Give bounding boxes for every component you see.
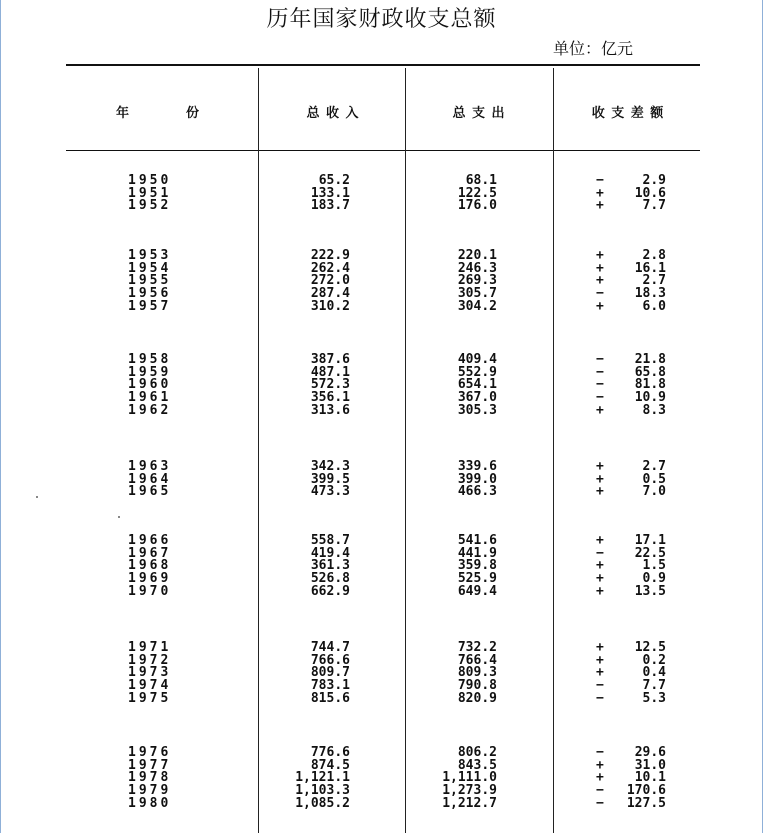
income-cell: 313.6 [310, 402, 350, 418]
balance-value-cell: 127.5 [626, 795, 666, 811]
year-cell: 1977 [128, 757, 172, 773]
year-cell: 1962 [128, 402, 172, 418]
balance-sign-cell: + [596, 757, 604, 773]
income-cell: 783.1 [310, 678, 350, 694]
income-cell: 287.4 [310, 286, 350, 302]
expenditure-cell: 304.2 [457, 298, 497, 314]
income-cell: 874.5 [310, 757, 350, 773]
year-cell: 1955 [128, 273, 172, 289]
balance-value-cell: 170.6 [626, 783, 666, 799]
balance-sign-cell: − [596, 690, 604, 706]
balance-sign-cell: + [596, 402, 604, 418]
balance-sign-cell: − [596, 545, 604, 561]
header-expenditure: 总 支 出 [452, 106, 506, 121]
income-cell: 1,085.2 [295, 795, 350, 811]
balance-sign-cell: − [596, 352, 604, 367]
expenditure-cell: 367.0 [457, 390, 497, 406]
income-cell: 361.3 [310, 558, 350, 574]
balance-sign-cell: + [596, 558, 604, 574]
year-cell: 1957 [128, 298, 172, 314]
income-cell: 65.2 [318, 173, 350, 188]
income-cell: 356.1 [310, 390, 350, 406]
expenditure-cell: 790.8 [457, 678, 497, 694]
header-income: 总 收 入 [306, 106, 360, 121]
year-cell: 1973 [128, 665, 172, 681]
balance-sign-cell: − [596, 364, 604, 380]
income-cell: 487.1 [310, 364, 350, 380]
expenditure-cell: 806.2 [457, 745, 497, 760]
header-year-a: 年 [116, 106, 131, 121]
income-cell: 183.7 [310, 198, 350, 214]
year-cell: 1964 [128, 471, 172, 487]
balance-sign-cell: + [596, 198, 604, 214]
balance-value-cell: 7.0 [642, 484, 666, 500]
expenditure-cell: 1,111.0 [442, 770, 497, 786]
balance-value-cell: 13.5 [634, 583, 666, 599]
expenditure-cell: 122.5 [457, 185, 497, 201]
year-cell: 1966 [128, 533, 172, 548]
balance-value-cell: 2.7 [642, 273, 666, 289]
header-balance: 收 支 差 额 [591, 106, 665, 121]
balance-value-cell: 18.3 [634, 286, 666, 302]
expenditure-cell: 466.3 [457, 484, 497, 500]
balance-sign-cell: + [596, 640, 604, 655]
expenditure-cell: 541.6 [457, 533, 497, 548]
year-cell: 1975 [128, 690, 172, 706]
balance-value-cell: 21.8 [634, 352, 666, 367]
balance-value-cell: 5.3 [642, 690, 666, 706]
year-cell: 1968 [128, 558, 172, 574]
balance-sign-cell: + [596, 571, 604, 587]
year-cell: 1965 [128, 484, 172, 500]
income-cell: 526.8 [310, 571, 350, 587]
income-cell: 558.7 [310, 533, 350, 548]
balance-value-cell: 10.1 [634, 770, 666, 786]
expenditure-cell: 269.3 [457, 273, 497, 289]
balance-sign-cell: + [596, 459, 604, 474]
balance-sign-cell: + [596, 533, 604, 548]
year-cell: 1976 [128, 745, 172, 760]
balance-sign-cell: − [596, 795, 604, 811]
balance-sign-cell: − [596, 286, 604, 302]
balance-value-cell: 2.8 [642, 248, 666, 263]
expenditure-cell: 441.9 [457, 545, 497, 561]
expenditure-cell: 732.2 [457, 640, 497, 655]
balance-sign-cell: − [596, 377, 604, 393]
year-cell: 1954 [128, 260, 172, 276]
expenditure-cell: 1,212.7 [442, 795, 497, 811]
balance-sign-cell: − [596, 783, 604, 799]
income-cell: 272.0 [310, 273, 350, 289]
balance-value-cell: 0.5 [642, 471, 666, 487]
table-row [0, 486, 763, 499]
balance-sign-cell: + [596, 248, 604, 263]
expenditure-cell: 399.0 [457, 471, 497, 487]
expenditure-cell: 359.8 [457, 558, 497, 574]
balance-sign-cell: + [596, 770, 604, 786]
income-cell: 809.7 [310, 665, 350, 681]
income-cell: 133.1 [310, 185, 350, 201]
balance-sign-cell: + [596, 298, 604, 314]
balance-value-cell: 12.5 [634, 640, 666, 655]
year-cell: 1958 [128, 352, 172, 367]
balance-value-cell: 0.2 [642, 652, 666, 668]
year-cell: 1953 [128, 248, 172, 263]
balance-sign-cell: + [596, 260, 604, 276]
balance-value-cell: 10.6 [634, 185, 666, 201]
balance-value-cell: 17.1 [634, 533, 666, 548]
year-cell: 1952 [128, 198, 172, 214]
income-cell: 222.9 [310, 248, 350, 263]
balance-sign-cell: + [596, 583, 604, 599]
year-cell: 1960 [128, 377, 172, 393]
table-row [0, 690, 763, 706]
expenditure-cell: 68.1 [465, 173, 497, 188]
income-cell: 399.5 [310, 471, 350, 487]
balance-sign-cell: + [596, 665, 604, 681]
balance-sign-cell: + [596, 484, 604, 500]
income-cell: 342.3 [310, 459, 350, 474]
balance-sign-cell: − [596, 678, 604, 694]
income-cell: 473.3 [310, 484, 350, 500]
balance-sign-cell: − [596, 390, 604, 406]
balance-value-cell: 7.7 [642, 678, 666, 694]
balance-value-cell: 81.8 [634, 377, 666, 393]
year-cell: 1974 [128, 678, 172, 694]
balance-value-cell: 6.0 [642, 298, 666, 314]
expenditure-cell: 820.9 [457, 690, 497, 706]
expenditure-cell: 339.6 [457, 459, 497, 474]
year-cell: 1971 [128, 640, 172, 655]
header-year-b: 份 [186, 106, 201, 121]
income-cell: 776.6 [310, 745, 350, 760]
balance-value-cell: 2.9 [642, 173, 666, 188]
balance-value-cell: 1.5 [642, 558, 666, 574]
expenditure-cell: 809.3 [457, 665, 497, 681]
expenditure-cell: 246.3 [457, 260, 497, 276]
year-cell: 1950 [128, 173, 172, 188]
scan-speck [36, 496, 38, 498]
year-cell: 1979 [128, 783, 172, 799]
year-cell: 1961 [128, 390, 172, 406]
expenditure-cell: 525.9 [457, 571, 497, 587]
unit-label: 单位：亿元 [553, 39, 634, 58]
income-cell: 387.6 [310, 352, 350, 367]
table-row [0, 402, 763, 418]
year-cell: 1967 [128, 545, 172, 561]
balance-sign-cell: + [596, 471, 604, 487]
year-cell: 1969 [128, 571, 172, 587]
year-cell: 1951 [128, 185, 172, 201]
table-row [0, 298, 763, 314]
table-row [0, 583, 763, 599]
balance-value-cell: 0.9 [642, 571, 666, 587]
balance-value-cell: 10.9 [634, 390, 666, 406]
balance-value-cell: 8.3 [642, 402, 666, 418]
income-cell: 766.6 [310, 652, 350, 668]
balance-sign-cell: + [596, 185, 604, 201]
balance-value-cell: 29.6 [634, 745, 666, 760]
expenditure-cell: 552.9 [457, 364, 497, 380]
balance-value-cell: 7.7 [642, 198, 666, 214]
year-cell: 1972 [128, 652, 172, 668]
table-row [0, 795, 763, 811]
balance-value-cell: 65.8 [634, 364, 666, 380]
income-cell: 262.4 [310, 260, 350, 276]
balance-value-cell: 0.4 [642, 665, 666, 681]
income-cell: 815.6 [310, 690, 350, 706]
year-cell: 1963 [128, 459, 172, 474]
expenditure-cell: 1,273.9 [442, 783, 497, 799]
expenditure-cell: 176.0 [457, 198, 497, 214]
table-row [0, 200, 763, 213]
balance-value-cell: 31.0 [634, 757, 666, 773]
expenditure-cell: 305.3 [457, 402, 497, 418]
income-cell: 662.9 [310, 583, 350, 599]
income-cell: 419.4 [310, 545, 350, 561]
balance-sign-cell: − [596, 745, 604, 760]
year-cell: 1956 [128, 286, 172, 302]
expenditure-cell: 649.4 [457, 583, 497, 599]
balance-sign-cell: − [596, 173, 604, 188]
income-cell: 1,103.3 [295, 783, 350, 799]
expenditure-cell: 766.4 [457, 652, 497, 668]
page-title: 历年国家财政收支总额 [266, 7, 497, 32]
balance-sign-cell: + [596, 652, 604, 668]
income-cell: 572.3 [310, 377, 350, 393]
scan-speck [118, 516, 120, 518]
expenditure-cell: 305.7 [457, 286, 497, 302]
balance-value-cell: 16.1 [634, 260, 666, 276]
year-cell: 1970 [128, 583, 172, 599]
expenditure-cell: 220.1 [457, 248, 497, 263]
expenditure-cell: 409.4 [457, 352, 497, 367]
income-cell: 310.2 [310, 298, 350, 314]
year-cell: 1980 [128, 795, 172, 811]
expenditure-cell: 654.1 [457, 377, 497, 393]
income-cell: 744.7 [310, 640, 350, 655]
expenditure-cell: 843.5 [457, 757, 497, 773]
balance-sign-cell: + [596, 273, 604, 289]
income-cell: 1,121.1 [295, 770, 350, 786]
year-cell: 1959 [128, 364, 172, 380]
balance-value-cell: 2.7 [642, 459, 666, 474]
year-cell: 1978 [128, 770, 172, 786]
balance-value-cell: 22.5 [634, 545, 666, 561]
